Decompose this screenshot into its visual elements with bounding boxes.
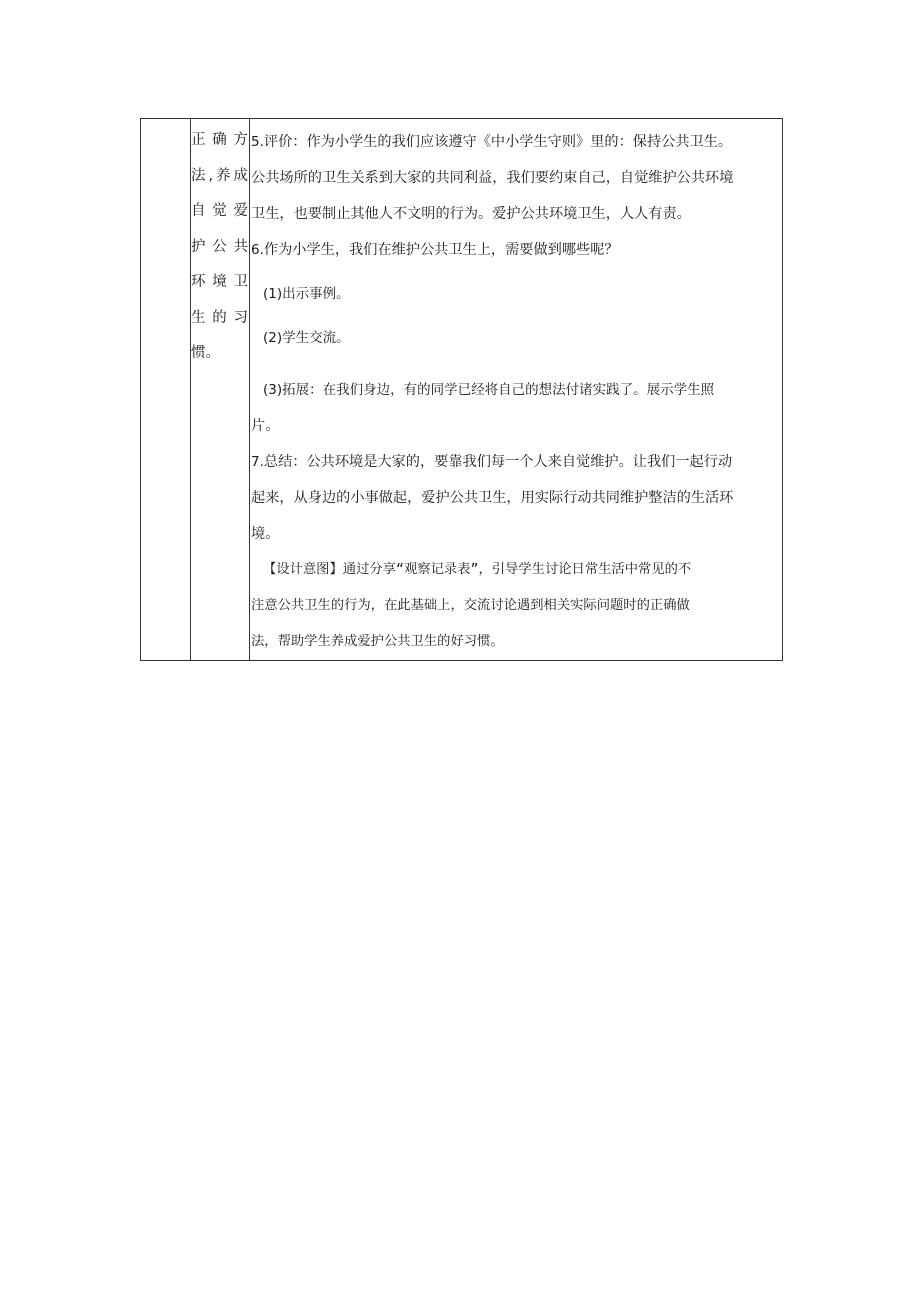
item-5-line-2: 公共场所的卫生关系到大家的共同利益，我们要约束自己，自觉维护公共环境 xyxy=(251,170,734,186)
item-5-text: 评价：作为小学生的我们应该遵守《中小学生守则》里的：保持公共卫生。 xyxy=(263,134,733,150)
item-7-text: 总结：公共环境是大家的，要靠我们每一个人来自觉维护。让我们一起行动 xyxy=(263,454,733,470)
objective-line: 生的习 xyxy=(191,309,248,326)
objective-line: 惯。 xyxy=(191,345,220,361)
item-6-line xyxy=(251,232,776,268)
objective-cell xyxy=(191,119,248,660)
item-6-sub-1: (1)出示事例。 xyxy=(263,286,350,302)
item-6-sub-3: (3)拓展：在我们身边，有的同学已经将自己的想法付诸实践了。展示学生照 xyxy=(263,382,715,398)
item-5-number: 5. xyxy=(251,134,264,150)
item-6-sub-2: (2)学生交流。 xyxy=(263,330,350,346)
lesson-plan-table xyxy=(140,118,783,661)
objective-line: 法,养成 xyxy=(191,167,248,184)
column-divider xyxy=(249,119,250,660)
objective-line: 正确方 xyxy=(191,132,248,148)
design-intent-line: 【设计意图】通过分享“观察记录表”，引导学生讨论日常生活中常见的不 xyxy=(263,562,692,577)
item-5-line-3: 卫生，也要制止其他人不文明的行为。爱护公共环境卫生，人人有责。 xyxy=(251,206,691,222)
item-7-line-2: 起来，从身边的小事做起，爱护公共卫生，用实际行动共同维护整洁的生活环 xyxy=(251,490,734,506)
design-intent-line-2: 注意公共卫生的行为，在此基础上，交流讨论遇到相关实际问题时的正确做 xyxy=(251,598,690,613)
objective-line: 护公共 xyxy=(191,238,248,255)
item-6-number: 6. xyxy=(251,242,264,258)
item-5-line xyxy=(251,124,776,160)
objective-line: 自觉爱 xyxy=(191,203,248,219)
item-6-sub-3-cont: 片。 xyxy=(251,418,280,434)
item-7-line xyxy=(251,444,776,480)
item-7-number: 7. xyxy=(251,454,264,470)
item-6-text: 作为小学生，我们在维护公共卫生上，需要做到哪些呢？ xyxy=(263,242,619,258)
objective-line: 环境卫 xyxy=(191,274,248,290)
activity-cell xyxy=(251,119,776,660)
item-7-line-3: 境。 xyxy=(251,526,280,542)
design-intent-line-3: 法，帮助学生养成爱护公共卫生的好习惯。 xyxy=(251,634,504,649)
